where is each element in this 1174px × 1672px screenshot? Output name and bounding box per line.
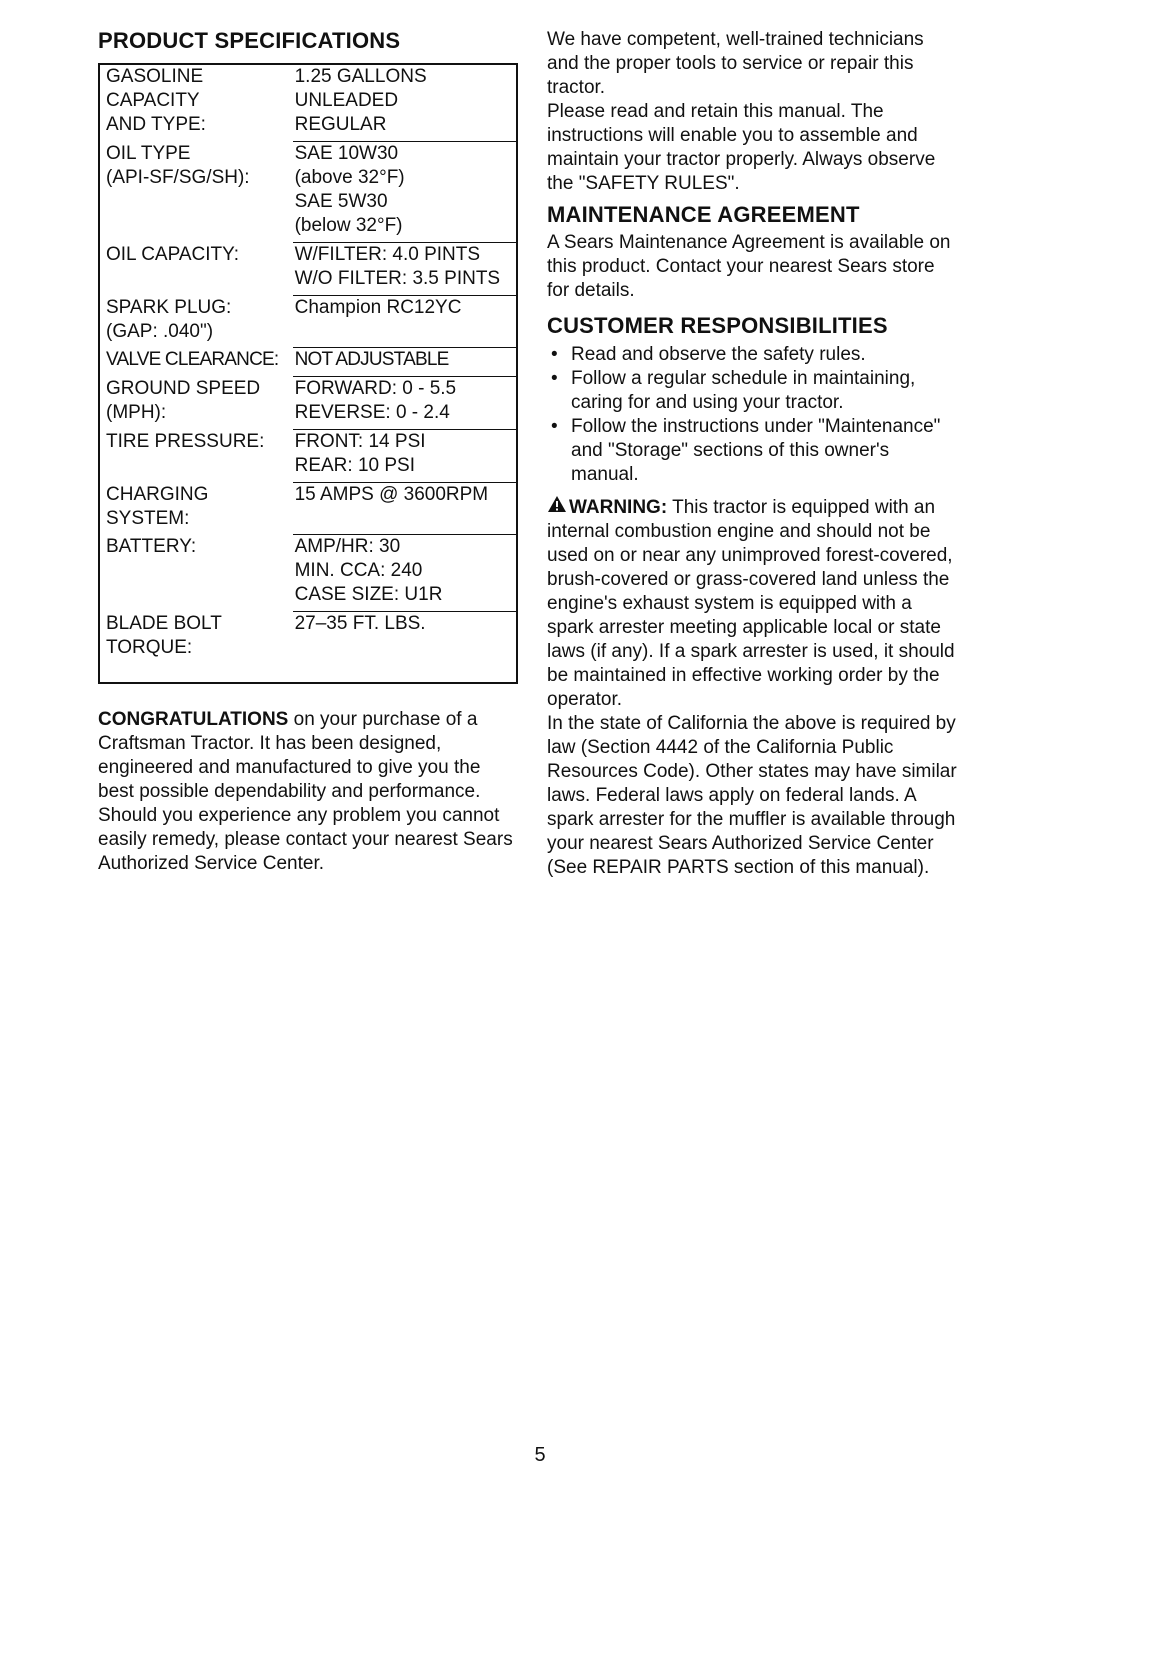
spec-label-line: TORQUE: — [106, 636, 193, 658]
table-row — [99, 430, 517, 483]
spec-label-line: BLADE BOLT — [106, 612, 222, 634]
bullet-icon: • — [551, 343, 558, 365]
table-row — [99, 535, 517, 612]
spec-value-line: CASE SIZE: U1R — [294, 584, 443, 606]
spec-value-line: 1.25 GALLONS — [294, 66, 427, 88]
warning-triangle-icon — [547, 495, 569, 520]
responsibilities-list — [547, 343, 957, 487]
spec-value-line: Champion RC12YC — [294, 297, 462, 319]
list-item: • Read and observe the safety rules. — [551, 343, 866, 365]
intro-paragraph-2: Please read and retain this manual. The instructions will enable you to assemble and maintain your tractor properly. Always observe the "SAFETY RULES". — [547, 101, 936, 194]
list-item: • Follow the instructions under "Maintenance" and "Storage" sections of this owner's manual. — [551, 415, 941, 485]
spec-label-line: (GAP: .040") — [106, 320, 214, 342]
spec-value-line: (above 32°F) — [294, 167, 405, 189]
congratulations-bold: CONGRATULATIONS — [98, 708, 289, 730]
spec-label — [99, 612, 293, 683]
bullet-icon: • — [551, 415, 558, 437]
left-column — [98, 28, 518, 876]
spec-label-line: SYSTEM: — [106, 507, 190, 529]
spec-value-line: SAE 5W30 — [294, 191, 388, 213]
spec-value-line: AMP/HR: 30 — [294, 536, 401, 558]
warning-paragraph — [547, 495, 957, 712]
spec-value-line: W/FILTER: 4.0 PINTS — [294, 244, 481, 266]
spec-value — [293, 296, 517, 348]
spec-value-line: REAR: 10 PSI — [294, 455, 415, 477]
spec-value-line: UNLEADED — [294, 90, 399, 112]
spec-value — [293, 348, 517, 377]
spec-label-line: GASOLINE — [106, 66, 204, 88]
table-row — [99, 243, 517, 296]
spec-label — [99, 430, 293, 483]
right-column — [547, 28, 957, 880]
spec-value-line: 15 AMPS @ 3600RPM — [294, 484, 489, 506]
warning-label: WARNING: — [569, 496, 668, 518]
congratulations-text: on your purchase of a Craftsman Tractor. It has been designed, engineered and manufactured to give you the best possible dependability and performance. — [98, 708, 481, 802]
maintenance-paragraph: A Sears Maintenance Agreement is available on this product. Contact your nearest Sears store for details. — [547, 232, 951, 302]
spec-label-line: SPARK PLUG: — [106, 296, 232, 318]
spec-label-line: VALVE CLEARANCE: — [106, 348, 279, 370]
congratulations-paragraph — [98, 708, 518, 804]
table-row — [99, 64, 517, 142]
spec-value-line: MIN. CCA: 240 — [294, 560, 423, 582]
spec-value-line: 27–35 FT. LBS. — [294, 613, 426, 635]
spec-value — [293, 64, 517, 142]
responsibilities-heading: CUSTOMER RESPONSIBILITIES — [547, 313, 888, 339]
spec-label-line: CAPACITY — [106, 90, 200, 112]
list-item: • Follow a regular schedule in maintaining, caring for and using your tractor. — [551, 367, 916, 413]
spec-label-line: CHARGING — [106, 483, 209, 505]
spec-label — [99, 535, 293, 612]
spec-label — [99, 348, 293, 377]
spec-value — [293, 377, 517, 430]
spec-value — [293, 142, 517, 243]
spec-label-line: BATTERY: — [106, 535, 197, 557]
spec-value-line: (below 32°F) — [294, 215, 403, 237]
spec-label-line: OIL CAPACITY: — [106, 243, 240, 265]
specs-heading: PRODUCT SPECIFICATIONS — [98, 28, 401, 53]
spec-value-line: REVERSE: 0 - 2.4 — [294, 402, 450, 424]
spec-value-line: NOT ADJUSTABLE — [294, 349, 449, 371]
spec-value-line: FORWARD: 0 - 5.5 — [294, 378, 457, 400]
table-row — [99, 142, 517, 243]
table-row — [99, 348, 517, 377]
table-row — [99, 377, 517, 430]
spec-label-line: TIRE PRESSURE: — [106, 430, 265, 452]
specs-table — [98, 63, 518, 684]
spec-label — [99, 243, 293, 296]
spec-label — [99, 64, 293, 142]
spec-value-line: FRONT: 14 PSI — [294, 431, 426, 453]
spec-value — [293, 430, 517, 483]
spec-value — [293, 535, 517, 612]
table-row — [99, 483, 517, 535]
spec-value — [293, 612, 517, 683]
california-paragraph: In the state of California the above is required by law (Section 4442 of the California Public Resources Code). Other states may have similar laws. Federal laws apply on federal lands. A spark arrester for the muffler is available through your nearest Sears Authorized Service Center (See REPAIR PARTS section of this manual). — [547, 712, 957, 878]
spec-label-line: AND TYPE: — [106, 114, 206, 136]
spec-label-line: (MPH): — [106, 401, 167, 423]
spec-value-line: W/O FILTER: 3.5 PINTS — [294, 268, 501, 290]
table-row — [99, 296, 517, 348]
bullet-icon: • — [551, 367, 558, 389]
spec-value-line: SAE 10W30 — [294, 143, 399, 165]
spec-label — [99, 296, 293, 348]
page-number: 5 — [534, 1444, 546, 1466]
spec-label — [99, 377, 293, 430]
spec-value-line: REGULAR — [294, 114, 387, 136]
maintenance-heading: MAINTENANCE AGREEMENT — [547, 202, 860, 227]
spec-label-line: OIL TYPE — [106, 142, 191, 164]
intro-paragraph-1: We have competent, well-trained technicians and the proper tools to service or repair this tractor. — [547, 29, 924, 98]
spec-value — [293, 483, 517, 535]
spec-label — [99, 142, 293, 243]
warning-text: This tractor is equipped with an internal combustion engine and should not be used on or near any unimproved forest-covered, brush-covered or grass-covered land unless the engine's exhaust system is equipped with a spark arrester meeting applicable local or state laws (if any). If a spark arrester is used, it should be maintained in effective working order by the operator. — [547, 496, 955, 710]
table-row — [99, 612, 517, 683]
spec-value — [293, 243, 517, 296]
spec-label-line: (API-SF/SG/SH): — [106, 166, 250, 188]
spec-label-line: GROUND SPEED — [106, 377, 261, 399]
spec-label — [99, 483, 293, 535]
problem-paragraph: Should you experience any problem you cannot easily remedy, please contact your nearest Sears Authorized Service Center. — [98, 804, 513, 874]
